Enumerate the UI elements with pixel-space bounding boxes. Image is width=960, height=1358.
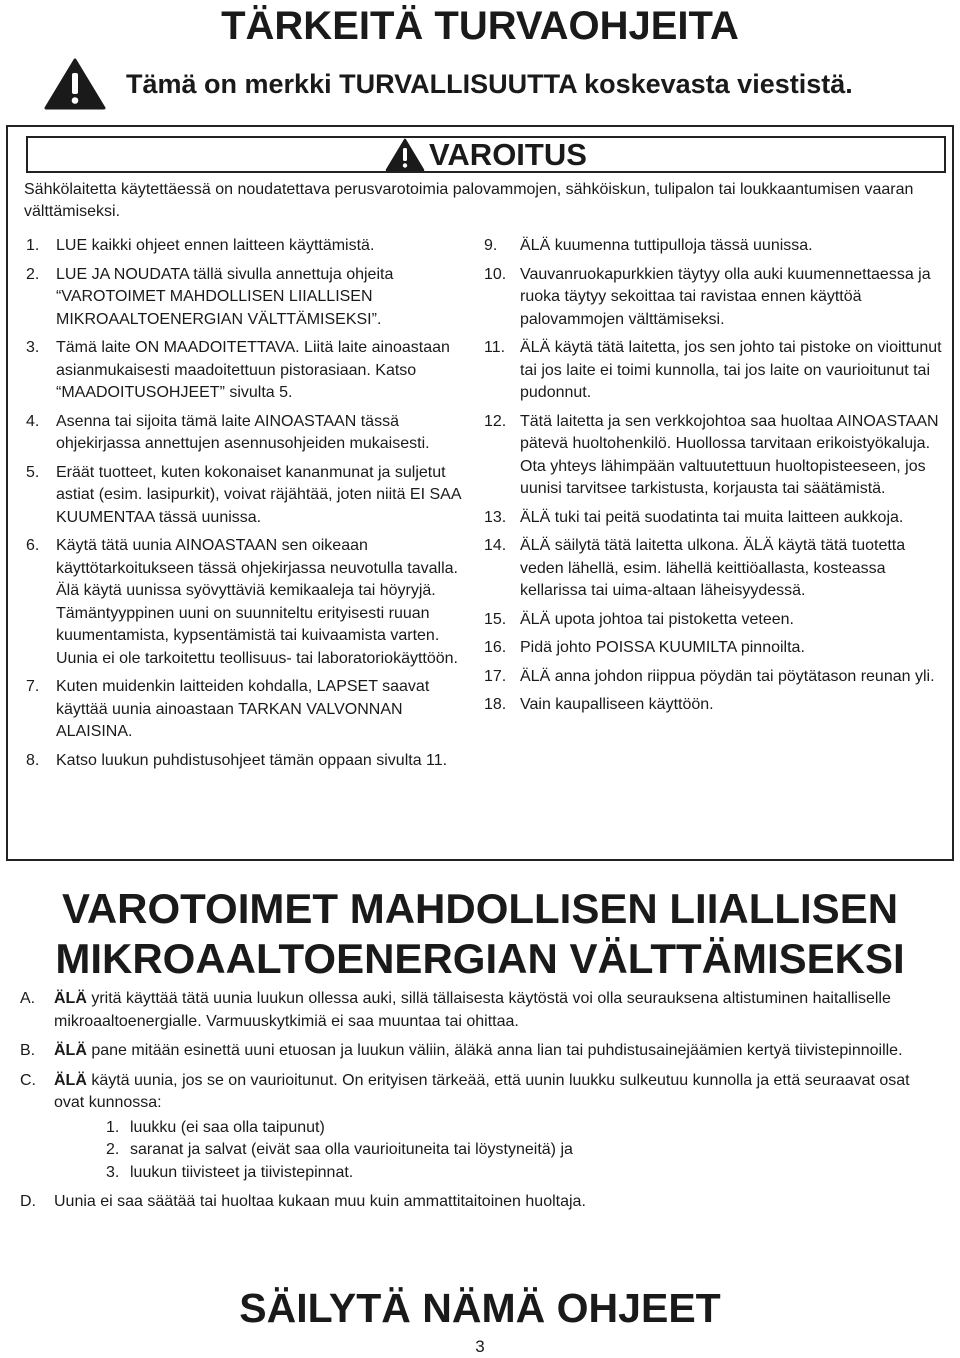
precautions-title-line-1: VAROTOIMET MAHDOLLISEN LIIALLISEN	[61, 885, 899, 932]
list-item: 1. LUE kaikki ohjeet ennen laitteen käyttämistä.	[26, 237, 375, 254]
precautions-title-line-2: MIKROAALTOENERGIAN VÄLTTÄMISEKSI	[55, 935, 905, 982]
instructions-left-column	[26, 235, 466, 778]
sublist-item: 3. luukun tiivisteet ja tiivistepinnat.	[106, 1163, 354, 1181]
page-number: 3	[475, 1337, 485, 1356]
save-instructions-title: SÄILYTÄ NÄMÄ OHJEET	[239, 1285, 721, 1331]
list-item: 4. Asenna tai sijoita tämä laite AINOASTAAN tässä ohjekirjassa annettujen asennusohjeiden mukaisesti.	[26, 412, 430, 452]
precautions-list	[20, 988, 940, 1221]
list-item: 10. Vauvanruokapurkkien täytyy olla auki kuumennettaessa ja ruoka täytyy sekoittaa tai ravistaa ennen käyttöä palovammojen välttämiseksi.	[484, 265, 931, 328]
precautions-title	[0, 884, 960, 984]
list-item: 15. ÄLÄ upota johtoa tai pistoketta veteen.	[484, 610, 794, 628]
precaution-item: D. Uunia ei saa säätää tai huoltaa kukaan muu kuin ammattitaitoinen huoltaja.	[20, 1193, 586, 1210]
precaution-item: A. ÄLÄ yritä käyttää tätä uunia luukun ollessa auki, sillä tällaisesta käytöstä voi olla seurauksena altistuminen haitalliselle mikroaaltoenergialle. Varmuuskytkimiä ei saa muuntaa tai ohittaa.	[20, 990, 891, 1030]
sublist-item: 2. saranat ja salvat (eivät saa olla vaurioituneita tai löystyneitä) ja	[106, 1141, 573, 1158]
list-item: 3. Tämä laite ON MAADOITETTAVA. Liitä laite ainoastaan asianmukaisesti maadoitettuun pistorasiaan. Katso “MAADOITUSOHJEET” sivulta 5.	[26, 339, 450, 401]
list-item: 2. LUE JA NOUDATA tällä sivulla annettuja ohjeita “VAROTOIMET MAHDOLLISEN LIIALLISEN MIKROAALTOENERGIAN VÄLTTÄMISEKSI”.	[26, 265, 394, 328]
page-title: TÄRKEITÄ TURVAOHJEITA	[221, 4, 739, 48]
warning-header-text: VAROITUS	[429, 136, 587, 172]
list-item: 11. ÄLÄ käytä tätä laitetta, jos sen johto tai pistoke on vioittunut tai jos laite ei toimi kunnolla, tai jos laite on vaurioitunut tai pudonnut.	[484, 339, 942, 401]
precaution-item: B. ÄLÄ pane mitään esinettä uuni etuosan ja luukun väliin, äläkä anna lian tai puhdistusainejäämien kertyä tiivistepinnoille.	[20, 1042, 903, 1059]
list-item: 16. Pidä johto POISSA KUUMILTA pinnoilta.	[484, 639, 805, 656]
sublist-item: 1. luukku (ei saa olla taipunut)	[106, 1118, 325, 1136]
list-item: 18. Vain kaupalliseen käyttöön.	[484, 696, 714, 713]
warning-intro: Sähkölaitetta käytettäessä on noudatettava perusvarotoimia palovammojen, sähköiskun, tulipalon tai loukkaantumisen vaaran välttämiseksi.	[24, 181, 914, 220]
list-item: 14. ÄLÄ säilytä tätä laitetta ulkona. ÄLÄ käytä tätä tuotetta veden lähellä, esim. lähellä keittiöallasta, kosteassa kellarissa tai uima-altaan läheisyydessä.	[484, 537, 906, 599]
safety-notice-text: Tämä on merkki TURVALLISUUTTA koskevasta viestistä.	[126, 69, 853, 99]
precaution-item: C. ÄLÄ käytä uunia, jos se on vaurioitunut. On erityisen tärkeää, että uunin luukku sulkeutuu kunnolla ja että seuraavat osat ovat kunnossa: 1. luukku (ei saa olla taipunut) 2. saranat ja salvat (eivät saa olla vaurioituneita tai löystyneitä) ja 3. luukun tiivisteet ja tiivistepinnat.	[20, 1070, 940, 1185]
door-parts-sublist	[106, 1117, 940, 1185]
list-item: 9. ÄLÄ kuumenna tuttipulloja tässä uunissa.	[484, 237, 813, 254]
list-item: 8. Katso luukun puhdistusohjeet tämän oppaan sivulta 11.	[26, 751, 448, 769]
list-item: 5. Eräät tuotteet, kuten kokonaiset kananmunat ja suljetut astiat (esim. lasipurkit), voivat räjähtää, joten niitä EI SAA KUUMENTAA tässä uunissa.	[26, 463, 461, 526]
list-item: 13. ÄLÄ tuki tai peitä suodatinta tai muita laitteen aukkoja.	[484, 508, 904, 526]
warning-header	[26, 136, 946, 173]
instructions-right-column	[484, 235, 942, 723]
warning-box	[6, 125, 954, 861]
safety-notice	[44, 58, 853, 110]
warning-triangle-icon	[385, 138, 425, 172]
list-item: 7. Kuten muidenkin laitteiden kohdalla, LAPSET saavat käyttää uunia ainoastaan TARKAN VALVONNAN ALAISINA.	[26, 678, 430, 740]
list-item: 6. Käytä tätä uunia AINOASTAAN sen oikeaan käyttötarkoitukseen tässä ohjekirjassa neuvotulla tavalla. Älä käytä uunissa syövyttäviä kemikaaleja tai höyryjä. Tämäntyyppinen uuni on suunniteltu erityisesti ruuan kuumentamista, kypsentämistä tai kuivaamista varten. Uunia ei ole tarkoitettu teollisuus- tai laboratoriokäyttöön.	[26, 537, 458, 667]
warning-triangle-icon	[44, 58, 106, 110]
list-item: 12. Tätä laitetta ja sen verkkojohtoa saa huoltaa AINOASTAAN pätevä huoltohenkilö. Huollossa tarvitaan erikoistyökaluja. Ota yhteys lähimpään valtuutettuun huoltopisteeseen, jos uunisi tarvitsee tarkistusta, korjausta tai säätämistä.	[484, 412, 939, 497]
list-item: 17. ÄLÄ anna johdon riippua pöydän tai pöytätason reunan yli.	[484, 667, 935, 685]
